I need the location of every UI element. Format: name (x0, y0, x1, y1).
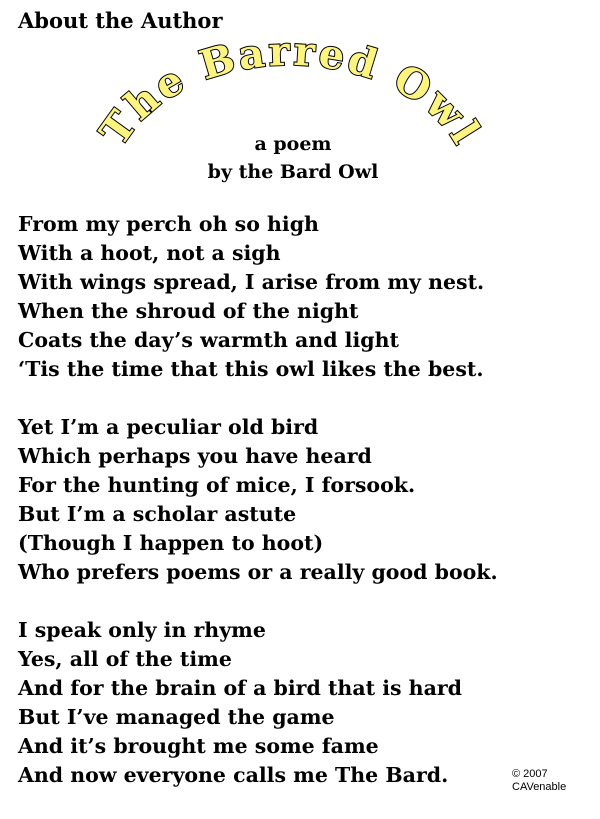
poem-line: For the hunting of mice, I forsook. (18, 473, 416, 497)
poem-line: ‘Tis the time that this owl likes the best. (18, 357, 484, 381)
page-header: About the Author (18, 8, 223, 33)
stanza-1 (18, 210, 578, 384)
stanza-2 (18, 413, 578, 587)
poem-line: (Though I happen to hoot) (18, 531, 324, 555)
poem-line: When the shroud of the night (18, 299, 359, 323)
poem-title-text: The Barred Owl (90, 27, 490, 155)
poem-line: I speak only in rhyme (18, 618, 266, 642)
subtitle-line-byline: by the Bard Owl (207, 161, 379, 183)
poem-body (18, 210, 578, 819)
poem-line: And for the brain of a bird that is hard (18, 676, 463, 700)
poem-line: But I’m a scholar astute (18, 502, 297, 526)
copyright-notice (512, 768, 566, 794)
poem-subtitle (150, 130, 436, 186)
poem-line: From my perch oh so high (18, 212, 319, 236)
poem-line: But I’ve managed the game (18, 705, 335, 729)
subtitle-line-poem: a poem (254, 133, 332, 155)
copyright-year: © 2007 (512, 768, 548, 780)
poem-line: Which perhaps you have heard (18, 444, 372, 468)
poem-line: With wings spread, I arise from my nest. (18, 270, 485, 294)
poem-line: And now everyone calls me The Bard. (18, 763, 449, 787)
poem-line: Yet I’m a peculiar old bird (18, 415, 319, 439)
poem-line: With a hoot, not a sigh (18, 241, 281, 265)
copyright-author: CAVenable (512, 781, 567, 793)
poem-line: Coats the day’s warmth and light (18, 328, 399, 352)
poem-line: Who prefers poems or a really good book. (18, 560, 498, 584)
poem-line: Yes, all of the time (18, 647, 232, 671)
stanza-3 (18, 616, 578, 790)
poem-line: And it’s brought me some fame (18, 734, 379, 758)
